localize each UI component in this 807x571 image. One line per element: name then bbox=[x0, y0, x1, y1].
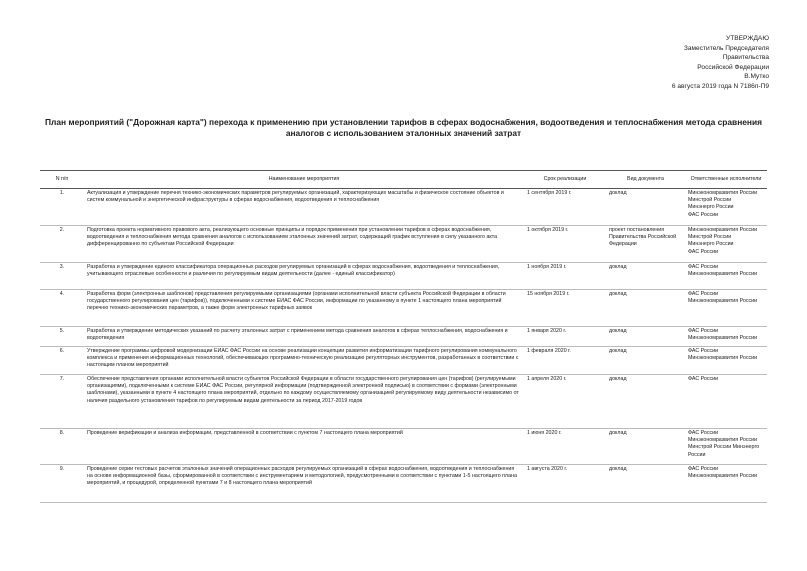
approval-line: 6 августа 2019 года N 7186п-П9 bbox=[671, 82, 769, 90]
header-num: N п/п bbox=[40, 171, 84, 189]
executor: ФАС России bbox=[688, 348, 719, 354]
executor: Минэкономразвития России bbox=[688, 298, 758, 305]
plan-table bbox=[40, 170, 767, 503]
executor: ФАС России bbox=[688, 264, 719, 270]
row-num: 1. bbox=[40, 189, 84, 226]
approval-line: УТВЕРЖДАЮ bbox=[726, 35, 769, 42]
executor: ФАС России bbox=[688, 248, 719, 255]
row-name: Подготовка проекта нормативного правового акта, реализующего основные принципы и порядок применения при установлении тарифов в сферах водоснабжения, водоотведения и теплоснабжения метода сравнения аналогов с использованием эталонных значений затрат, содержащий график вступления в силу указанного акта дифференцированно по субъектам Российской Федерации bbox=[84, 226, 524, 263]
row-doc: доклад bbox=[606, 263, 685, 290]
row-executors bbox=[685, 327, 767, 347]
executor: ФАС России bbox=[688, 466, 719, 472]
row-doc: доклад bbox=[606, 189, 685, 226]
row-executors bbox=[685, 263, 767, 290]
row-deadline: 1 апреля 2020 г. bbox=[524, 375, 606, 429]
table-row bbox=[40, 429, 767, 465]
executor: Минэкономразвития России bbox=[688, 271, 758, 278]
row-num: 5. bbox=[40, 327, 84, 347]
executor: Минэкономразвития России bbox=[688, 335, 758, 342]
table-row bbox=[40, 189, 767, 226]
approval-line: Правительства bbox=[722, 54, 769, 62]
executor: Минэнерго России bbox=[688, 241, 734, 248]
row-executors bbox=[685, 375, 767, 429]
executor: Минэкономразвития России bbox=[688, 190, 758, 196]
table-row bbox=[40, 327, 767, 347]
row-num: 7. bbox=[40, 375, 84, 429]
row-name: Проведение серии тестовых расчетов эталонных значений операционных расходов регулируемых организаций в сферах водоснабжения, водоотведения и теплоснабжения на основе информационной базы, сформированной в соответствии с инструментарием и методологией, предусмотренными в соответствии с пунктами 1-5 настоящего плана мероприятий, и процедурой, определенной пунктами 7 и 8 настоящего плана мероприятий bbox=[84, 465, 524, 503]
row-num: 9. bbox=[40, 465, 84, 503]
executor: Минэкономразвития России bbox=[688, 227, 758, 233]
row-name: Обеспечение представления органами исполнительной власти субъектов Российской Федерации в области государственного регулирования цен (тарифов) (регулируемыми организациями), подключенными к системе ЕИАС ФАС России, регулярной информации (подтвержденной электронной подписью) в соответствии с формами (электронными шаблонами), указанными в пункте 4 настоящего плана мероприятий, отдельно по каждому осуществляемому организацией регулируемому виду деятельности независимо от наличия раздельного установления тарифов по регулируемым видам деятельности за период 2017-2019 годов bbox=[84, 375, 524, 429]
row-deadline: 1 февраля 2020 г. bbox=[524, 347, 606, 375]
row-deadline: 1 ноября 2019 г. bbox=[524, 263, 606, 290]
table-row bbox=[40, 226, 767, 263]
row-executors bbox=[685, 465, 767, 503]
executor: Минэнерго России bbox=[688, 204, 734, 211]
row-executors bbox=[685, 290, 767, 327]
executor: Минстрой России Минэнерго России bbox=[688, 444, 760, 458]
executor: ФАС России bbox=[688, 328, 719, 334]
executor: Минстрой России bbox=[688, 197, 732, 204]
table-row bbox=[40, 375, 767, 429]
row-name: Разработка и утверждение единого классификатора операционных расходов регулируемых организаций в сферах водоснабжения, водоотведения и теплоснабжения, учитывающего отраслевые особенности и различия по регулируемым видам деятельности (далее - единый классификатор) bbox=[84, 263, 524, 290]
row-deadline: 1 октября 2019 г. bbox=[524, 226, 606, 263]
table-row bbox=[40, 347, 767, 375]
row-executors bbox=[685, 347, 767, 375]
executor: ФАС России bbox=[688, 291, 719, 297]
table-row bbox=[40, 263, 767, 290]
row-executors bbox=[685, 189, 767, 226]
row-doc: доклад bbox=[606, 347, 685, 375]
header-deadline: Срок реализации bbox=[524, 171, 606, 189]
approval-line: Российской Федерации bbox=[697, 63, 769, 71]
row-name: Утверждение программы цифровой модернизации ЕИАС ФАС России на основе реализации концепции развития информатизации тарифного регулирования коммунального комплекса и применения информационных технологий, обеспечивающих программно-техническую реализацию регуляторных инструментов, разработанных в соответствии с настоящим планом мероприятий bbox=[84, 347, 524, 375]
row-name: Актуализация и утверждение перечня технико-экономических параметров регулируемых организаций, характеризующих масштабы и физическое состояние объектов и систем коммунальной и энергетической инфраструктуры в сферах водоснабжения, водоотведения и теплоснабжения bbox=[84, 189, 524, 226]
row-num: 2. bbox=[40, 226, 84, 263]
header-doc: Вид документа bbox=[606, 171, 685, 189]
row-doc: доклад bbox=[606, 290, 685, 327]
row-name: Разработка форм (электронных шаблонов) представления регулируемыми организациями (органами исполнительной власти субъекта Российской Федерации в области государственного регулирования цен (тарифов)), подключенными к системе ЕИАС ФАС России, информации по указанному в пункте 1 настоящего плана мероприятий перечню технико-экономических параметров, а также форм электронных тарифных заявок bbox=[84, 290, 524, 327]
row-executors bbox=[685, 429, 767, 465]
approval-line: В.Мутко bbox=[744, 73, 769, 81]
row-deadline: 1 января 2020 г. bbox=[524, 327, 606, 347]
executor: Минэкономразвития России bbox=[688, 473, 758, 480]
table-header-row bbox=[40, 171, 767, 189]
document-title: План мероприятий ("Дорожная карта") перехода к применению при установлении тарифов в сферах водоснабжения, водоотведения и теплоснабжения метода сравнения аналогов с использованием эталонных значений затрат bbox=[44, 117, 763, 138]
executor: ФАС России bbox=[688, 430, 719, 436]
row-deadline: 1 августа 2020 г. bbox=[524, 465, 606, 503]
table-row bbox=[40, 290, 767, 327]
row-doc: доклад bbox=[606, 465, 685, 503]
row-num: 4. bbox=[40, 290, 84, 327]
row-deadline: 1 сентября 2019 г. bbox=[524, 189, 606, 226]
row-executors bbox=[685, 226, 767, 263]
row-doc: проект постановления Правительства Российской Федерации bbox=[606, 226, 685, 263]
row-doc: доклад bbox=[606, 429, 685, 465]
approval-block bbox=[672, 34, 769, 92]
header-executors: Ответственные исполнители bbox=[685, 171, 767, 189]
table-row bbox=[40, 465, 767, 503]
row-num: 3. bbox=[40, 263, 84, 290]
row-deadline: 1 июня 2020 г. bbox=[524, 429, 606, 465]
header-name: Наименование мероприятия bbox=[84, 171, 524, 189]
row-doc: доклад bbox=[606, 375, 685, 429]
executor: ФАС России bbox=[688, 376, 719, 382]
executor: Минэкономразвития России bbox=[688, 355, 758, 362]
row-name: Проведение верификации и анализа информации, представленной в соответствии с пунктом 7 настоящего плана мероприятий bbox=[84, 429, 524, 465]
row-num: 8. bbox=[40, 429, 84, 465]
approval-line: Заместитель Председателя bbox=[683, 44, 769, 52]
executor: Минэкономразвития России bbox=[688, 437, 758, 444]
row-doc: доклад bbox=[606, 327, 685, 347]
executor: ФАС России bbox=[688, 211, 719, 218]
row-deadline: 15 ноября 2019 г. bbox=[524, 290, 606, 327]
row-name: Разработка и утверждение методических указаний по расчету эталонных затрат с применением метода сравнения аналогов в сферах теплоснабжения, водоснабжения и водоотведения bbox=[84, 327, 524, 347]
executor: Минстрой России bbox=[688, 234, 732, 241]
row-num: 6. bbox=[40, 347, 84, 375]
